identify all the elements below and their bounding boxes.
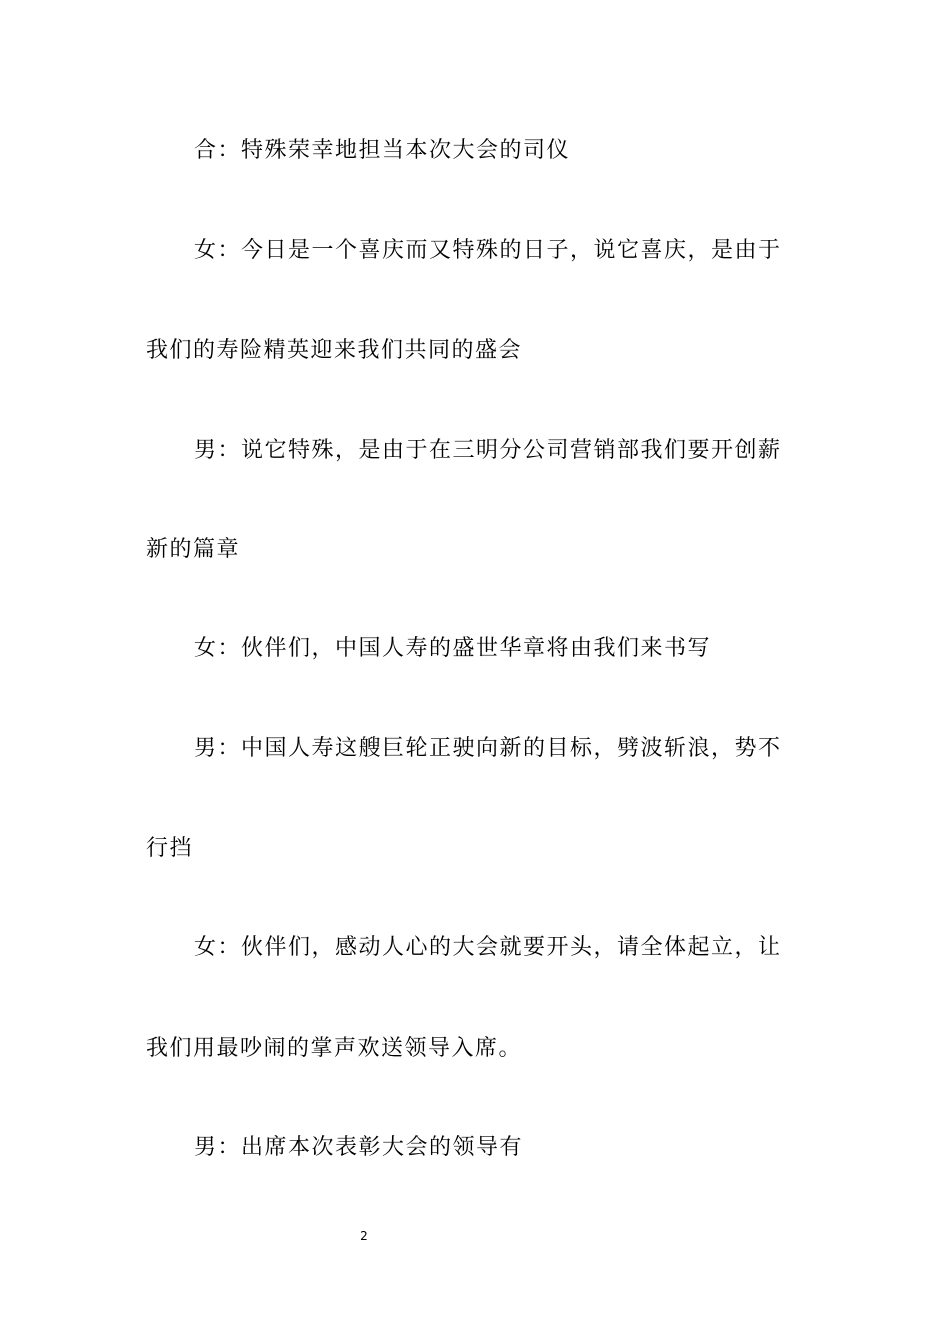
paragraph-line: 男：出席本次表彰大会的领导有 — [194, 1135, 524, 1160]
paragraph-line: 合：特殊荣幸地担当本次大会的司仪 — [194, 138, 571, 163]
page-number: 2 — [360, 1229, 368, 1243]
paragraph-line: 女：今日是一个喜庆而又特殊的日子，说它喜庆，是由于 — [194, 238, 782, 263]
paragraph-line: 男：说它特殊，是由于在三明分公司营销部我们要开创薪 — [194, 438, 782, 463]
paragraph-line: 男：中国人寿这艘巨轮正驶向新的目标，劈波斩浪，势不 — [194, 736, 782, 761]
paragraph-line: 女：伙伴们，感动人心的大会就要开头，请全体起立，让 — [194, 935, 782, 960]
paragraph-line: 新的篇章 — [146, 537, 241, 562]
paragraph-line: 我们的寿险精英迎来我们共同的盛会 — [146, 338, 523, 363]
paragraph-line: 女：伙伴们，中国人寿的盛世华章将由我们来书写 — [194, 636, 712, 661]
paragraph-line: 行挡 — [146, 836, 194, 861]
paragraph-line: 我们用最吵闹的掌声欢送领导入席。 — [146, 1036, 523, 1061]
